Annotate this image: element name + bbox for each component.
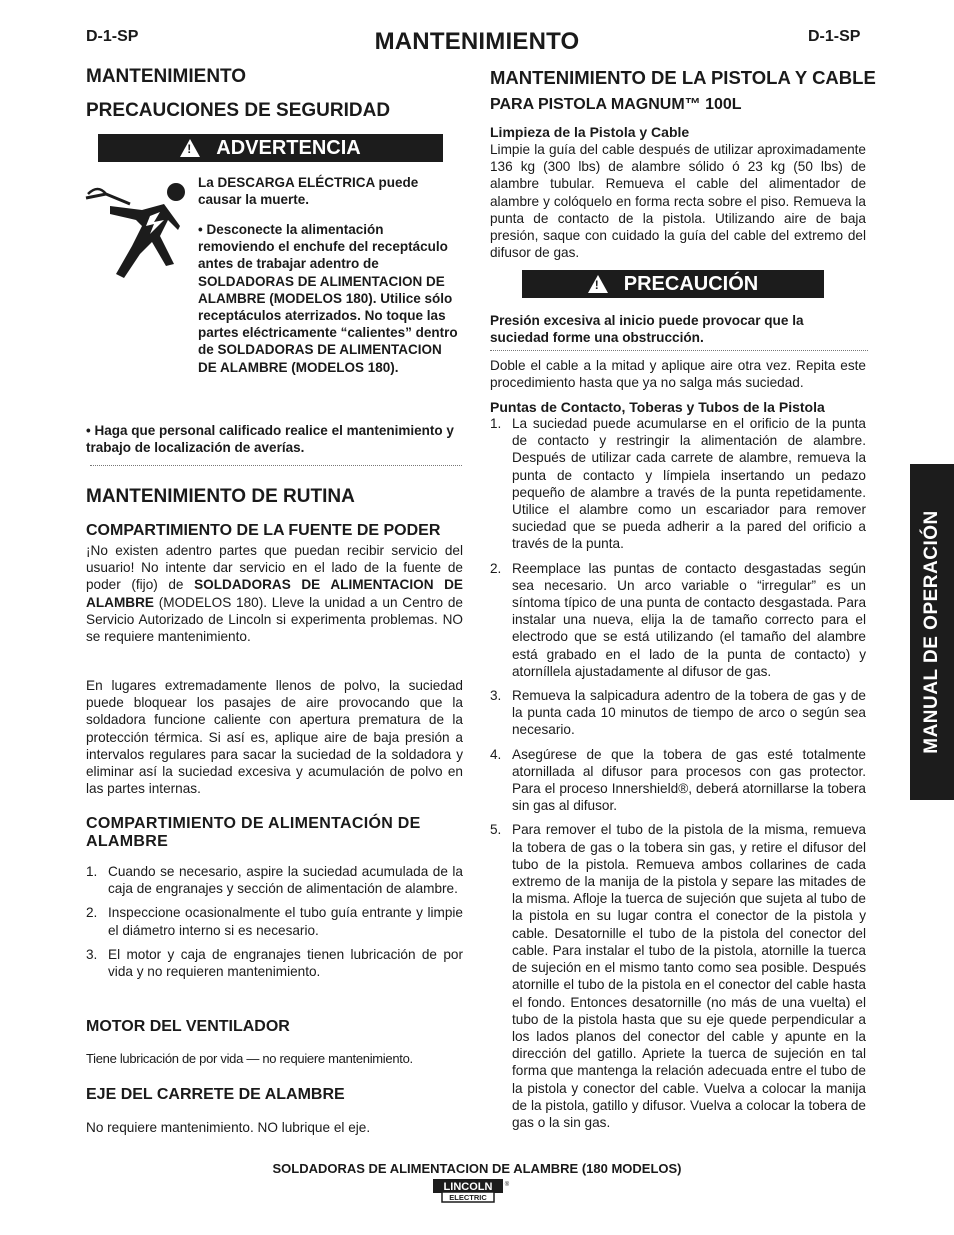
- section-title-routine: MANTENIMIENTO DE RUTINA: [86, 486, 355, 507]
- list-item: 2. Inspeccione ocasionalmente el tubo guía entrante y limpie el diámetro interno si es necesario.: [86, 905, 463, 938]
- fold-cable-text: Doble el cable a la mitad y aplique aire otra vez. Repita este procedimiento hasta que ya no salga más suciedad.: [490, 358, 866, 391]
- spool-shaft-title: EJE DEL CARRETE DE ALAMBRE: [86, 1086, 345, 1103]
- caution-label: PRECAUCIÓN: [623, 272, 759, 295]
- spool-shaft-text: No requiere mantenimiento. NO lubrique el eje.: [86, 1120, 371, 1135]
- list-item: 5. Para remover el tubo de la pistola de la misma, remueva la tobera de gas o la tobera sin gas, y retire el difusor del tubo de la pistola. Remueva ambos collarines de cada extremo de la manija de la pistola y separe las mitades de la misma. Afloje la tuerca de sujeción que sujeta al tubo de la pistola en su lugar contra el conector de la pistola y cable. Desatornille el tubo de la pistola del conector del cable. Para instalar el tubo de la pistola, atornille la tuerca de sujeción en el mismo tanto como sea posible. Después atornille el tubo de la pistola en el conector del cable hasta el fondo. Entonces desatornille (no más de una vuelta) el tubo de la pistola hasta que su eje quede perpendicular a los lados planos del conector del cable y apunte en la dirección del gatillo. Apriete la tuerca de sujeción en tal forma que mantenga la relación adecuada entre el tubo de la pistola y conector del cable. Vuelva a colocar la manija de la pistola, gatillo y difusor. Vuelva a colocar la tobera de gas o la sin gas.: [490, 822, 866, 1130]
- gun-maintenance-title: MANTENIMIENTO DE LA PISTOLA Y CABLE: [490, 67, 876, 88]
- warning-icon: !: [588, 275, 608, 293]
- list-item: 1. La suciedad puede acumularse en el orificio de la punta de contacto y restringir la alimentación de alambre. Después de utilizar cada carrete de alambre, remueva la punta de contacto y límpiela insertando un pedazo pequeño de alambre a través de la punta repetidamente. Utilice el alambre como un escariador para remover suciedad que se pueda adherir a la pared del orificio a través de la punta.: [490, 416, 866, 552]
- warning-label: ADVERTENCIA: [216, 136, 361, 159]
- warning-bullet-2: • Haga que personal calificado realice el mantenimiento y trabajo de localización de averías.: [86, 423, 454, 456]
- electric-shock-icon: [84, 180, 194, 280]
- cleaning-text: Limpie la guía del cable después de utilizar aproximadamente 136 kg (300 lbs) de alambre sólido ó 23 kg (50 lbs) de alambre tubular. Remueva el cable del alimentador de alambre y colóquelo en forma recta sobre el piso. Remueva la punta de contacto de la pistola. Utilizando aire de baja presión, saque con cuidado la guía del cable del extremo del difusor de gas.: [490, 142, 866, 261]
- fan-motor-title: MOTOR DEL VENTILADOR: [86, 1018, 290, 1035]
- divider: [490, 350, 868, 351]
- side-tab: MANUAL DE OPERACIÓN: [910, 464, 954, 800]
- list-item: 4. Asegúrese de que la tobera de gas esté totalmente atornillada al difusor para procesos con gas protector. Para el proceso Innershield®, deberá atornillarse la tobera sin gas al difusor.: [490, 746, 866, 814]
- list-item: 1. Cuando se necesario, aspire la suciedad acumulada de la caja de engranajes y sección de alimentación de alambre.: [86, 864, 463, 897]
- fan-motor-text: Tiene lubricación de por vida — no requiere mantenimiento.: [86, 1051, 413, 1066]
- power-compartment-text-2: En lugares extremadamente llenos de polvo, la suciedad puede bloquear los pasajes de aire provocando que la soldadora funcione caliente con apertura prematura de la protección térmica. Si así es, aplique aire de baja presión a intervalos regulares para sacar la suciedad de la soldadora y eliminar así la suciedad excesiva y acumulación de polvo en las partes internas.: [86, 678, 463, 797]
- warning-bullet-1: • Desconecte la alimentación removiendo el enchufe del receptáculo antes de trabajar adentro de SOLDADORAS DE ALIMENTACION DE ALAMBRE (MODELOS 180). Utilice sólo receptáculos aterrizados. No toque las partes eléctricamente “calientes” dentro de SOLDADORAS DE ALIMENTACION DE ALAMBRE (MODELOS 180).: [198, 222, 458, 375]
- section-title-safety: PRECAUCIONES DE SEGURIDAD: [86, 100, 391, 121]
- list-item: 3. El motor y caja de engranajes tienen lubricación de por vida y no requieren mantenimiento.: [86, 946, 463, 980]
- caution-text: Presión excesiva al inicio puede provocar que la suciedad forme una obstrucción.: [490, 313, 804, 346]
- wire-compartment-list: [86, 863, 463, 980]
- wire-compartment-title: COMPARTIMIENTO DE ALIMENTACIÓN DE ALAMBRE: [86, 815, 421, 850]
- tips-title: Puntas de Contacto, Toberas y Tubos de la Pistola: [490, 399, 825, 415]
- gun-subtitle: PARA PISTOLA MAGNUM™ 100L: [490, 96, 742, 113]
- power-compartment-text-1: ¡No existen adentro partes que puedan recibir servicio del usuario! No intente dar servicio en el lado de la fuente de poder (fijo) de SOLDADORAS DE ALIMENTACION DE ALAMBRE (MODELOS 180). Lleve la unidad a un Centro de Servicio Autorizado de Lincoln si experimenta problemas. NO se requiere mantenimiento.: [86, 543, 463, 645]
- tips-list: [490, 415, 866, 1131]
- warning-icon: !: [180, 139, 200, 157]
- page-code-right: D-1-SP: [808, 28, 861, 45]
- power-compartment-title: COMPARTIMIENTO DE LA FUENTE DE PODER: [86, 522, 441, 539]
- page-title: MANTENIMIENTO: [374, 28, 580, 55]
- page-code-left: D-1-SP: [86, 28, 139, 45]
- caution-banner: [522, 270, 824, 298]
- footer-text: SOLDADORAS DE ALIMENTACION DE ALAMBRE (180 MODELOS): [272, 1161, 682, 1176]
- section-title-maintenance: MANTENIMIENTO: [86, 66, 247, 87]
- list-item: 2. Reemplace las puntas de contacto desgastadas según sea necesario. Un arco variable o “irregular” es un síntoma típico de una punta de contacto desgastada. Para instalar una nueva, elija la de tamaño correcto para el electrodo que se está utilizando (el tamaño del alambre está grabado en el lado de la punta de contacto) y atorníllela ajustadamente al difusor de gas.: [490, 560, 866, 679]
- warning-lead-text: La DESCARGA ELÉCTRICA puede causar la muerte.: [198, 175, 419, 208]
- warning-banner: [98, 134, 443, 162]
- divider: [90, 465, 462, 466]
- list-item: 3. Remueva la salpicadura adentro de la tobera de gas y de la punta cada 10 minutos de tiempo de arco o según sea necesario.: [490, 688, 866, 738]
- lincoln-electric-logo: [432, 1178, 512, 1204]
- cleaning-title: Limpieza de la Pistola y Cable: [490, 124, 690, 140]
- svg-text:®: ®: [504, 1182, 510, 1188]
- svg-text:ELECTRIC: ELECTRIC: [449, 1193, 487, 1202]
- svg-text:LINCOLN: LINCOLN: [443, 1181, 493, 1193]
